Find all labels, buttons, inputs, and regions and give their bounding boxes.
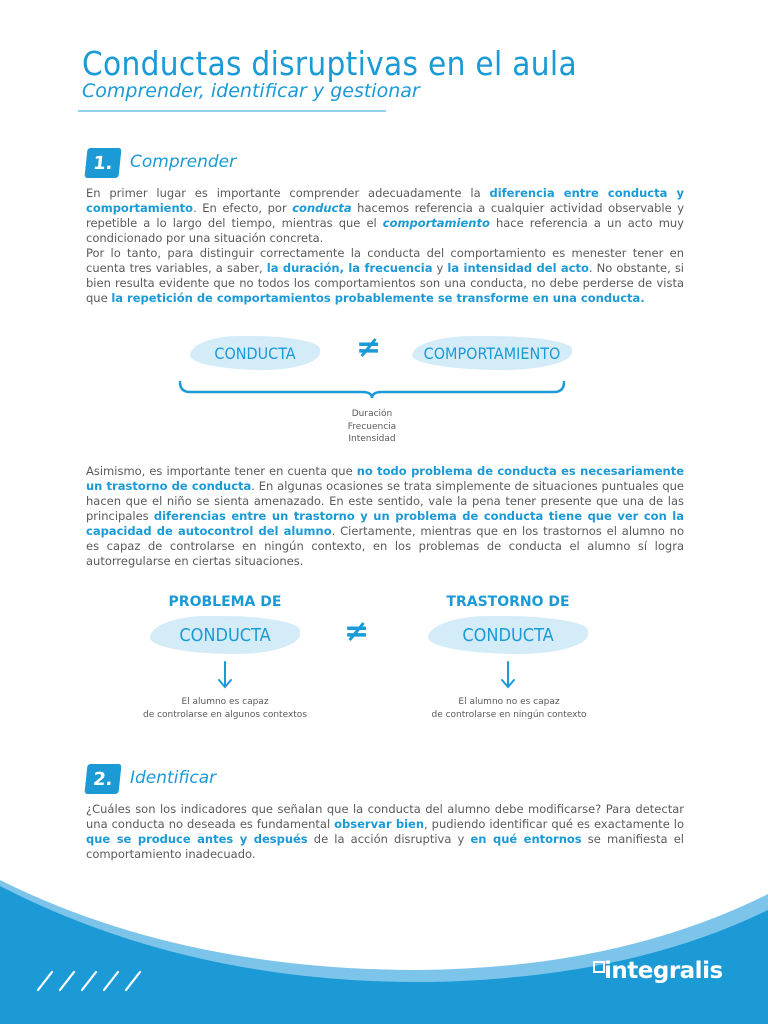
brand-logo-text: integralis [604, 958, 723, 984]
not-equal-icon-2: ≠ [344, 614, 370, 649]
variable-duracion: Duración [351, 409, 393, 419]
problema-note: El alumno es capaz de controlarse en algunos contextos [142, 697, 308, 720]
problema-heading: PROBLEMA DE [168, 594, 282, 610]
footer-wave [0, 850, 768, 1024]
arrow-down-icon-2 [500, 660, 516, 690]
arrow-down-icon [217, 660, 233, 690]
not-equal-icon: ≠ [356, 330, 382, 365]
brace-icon [176, 378, 568, 400]
problema-conducta-label: CONDUCTA [150, 616, 300, 654]
conducta-label: CONDUCTA [190, 336, 320, 370]
section-1-paragraph-1: En primer lugar es importante comprender adecuadamente la diferencia entre conducta y comportamiento. En efecto, por conducta hacemos referencia a cualquier actividad observable y repetible a lo largo del tiempo, mientras que el comportamiento hace referencia a un acto muy condicionado por una situación concreta. [86, 186, 685, 245]
section-2-title: Identificar [130, 768, 217, 788]
variables-list [322, 408, 422, 446]
section-1-paragraph-3: Asimismo, es importante tener en cuenta que no todo problema de conducta es necesariamente un trastorno de conducta. En algunas ocasiones se trata simplemente de situaciones puntuales que hacen que el niño se sienta amenazado. En este sentido, vale la pena tener presente que una de las principales diferencias entre un trastorno y un problema de conducta tiene que ver con la capacidad de autocontrol del alumno. Ciertamente, mientras que en los trastornos el alumno no es capaz de controlarse en ningún contexto, en los problemas de conducta el alumno sí logra autorregularse en ciertas situaciones. [86, 464, 685, 568]
page-title: Conductas disruptivas en el aula [82, 44, 577, 83]
section-1-title: Comprender [130, 152, 237, 172]
section-1-paragraph-2: Por lo tanto, para distinguir correctamente la conducta del comportamiento es menester tener en cuenta tres variables, a saber, la duración, la frecuencia y la intensidad del acto. No obstante, si bien resulta evidente que no todos los comportamientos son una conducta, no debe perderse de vista que la repetición de comportamientos probablemente se transforme en una conducta. [86, 246, 684, 305]
variable-frecuencia: Frecuencia [347, 421, 397, 432]
variable-intensidad: Intensidad [348, 434, 396, 444]
section-2-paragraph-1: ¿Cuáles son los indicadores que señalan que la conducta del alumno debe modificarse? Para detectar una conducta no deseada es fundamental observar bien, pudiendo identificar qué es exactamente lo que se produce antes y después de la acción disruptiva y en qué entornos se manifiesta el comportamiento inadecuado. [86, 802, 685, 861]
trastorno-heading: TRASTORNO DE [446, 594, 570, 610]
title-underline [78, 110, 386, 112]
section-1-badge: 1. [84, 148, 121, 178]
trastorno-conducta-label: CONDUCTA [428, 616, 588, 654]
comportamiento-label: COMPORTAMIENTO [412, 336, 572, 370]
trastorno-note: El alumno no es capaz de controlarse en ningún contexto [431, 697, 587, 720]
page-subtitle: Comprender, identificar y gestionar [82, 80, 420, 102]
section-2-badge: 2. [84, 764, 121, 794]
